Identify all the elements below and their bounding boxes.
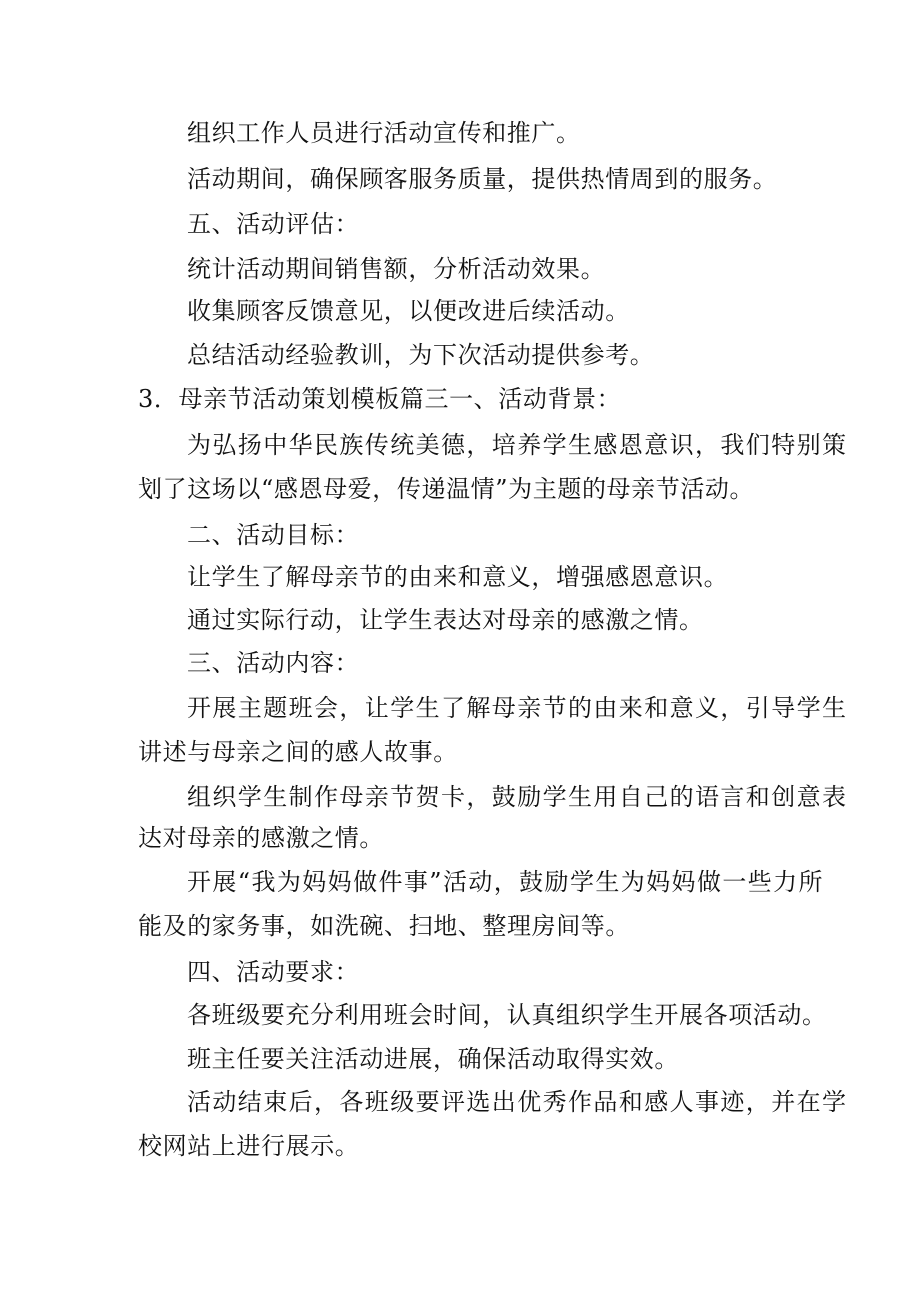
paragraph-line: 开展主题班会，让学生了解母亲节的由来和意义，引导学生 [187,694,848,722]
paragraph-line: 组织工作人员进行活动宣传和推广。 [187,119,581,147]
paragraph-line: 划了这场以“感恩母爱，传递温情”为主题的母亲节活动。 [138,475,755,503]
section-heading: 三、活动内容： [187,649,360,677]
paragraph-line: 总结活动经验教训，为下次活动提供参考。 [187,341,655,369]
paragraph-line: 讲述与母亲之间的感人故事。 [138,738,458,766]
paragraph-line: 活动结束后，各班级要评选出优秀作品和感人事迹，并在学 [187,1088,848,1116]
paragraph-line: 为弘扬中华民族传统美德，培养学生感恩意识，我们特别策 [187,431,848,459]
paragraph-line: 校网站上进行展示。 [138,1132,360,1160]
paragraph-line: 让学生了解母亲节的由来和意义，增强感恩意识。 [187,563,729,591]
paragraph-line: 能及的家务事，如洗碗、扫地、整理房间等。 [138,912,630,940]
paragraph-line: 各班级要充分利用班会时间，认真组织学生开展各项活动。 [187,1001,827,1029]
section-heading: 四、活动要求： [187,958,360,986]
chapter-heading: 3．母亲节活动策划模板篇三一、活动背景： [138,385,622,413]
paragraph-line: 通过实际行动，让学生表达对母亲的感激之情。 [187,606,704,634]
section-heading: 二、活动目标： [187,521,360,549]
paragraph-line: 班主任要关注活动进展，确保活动取得实效。 [187,1045,679,1073]
paragraph-line: 开展“我为妈妈做件事”活动，鼓励学生为妈妈做一些力所 [187,868,824,896]
paragraph-line: 统计活动期间销售额，分析活动效果。 [187,255,606,283]
paragraph-line: 收集顾客反馈意见，以便改进后续活动。 [187,297,630,325]
paragraph-line: 活动期间，确保顾客服务质量，提供热情周到的服务。 [187,165,778,193]
paragraph-line: 组织学生制作母亲节贺卡，鼓励学生用自己的语言和创意表 [187,783,848,811]
paragraph-line: 达对母亲的感激之情。 [138,824,384,852]
section-heading: 五、活动评估： [187,210,360,238]
